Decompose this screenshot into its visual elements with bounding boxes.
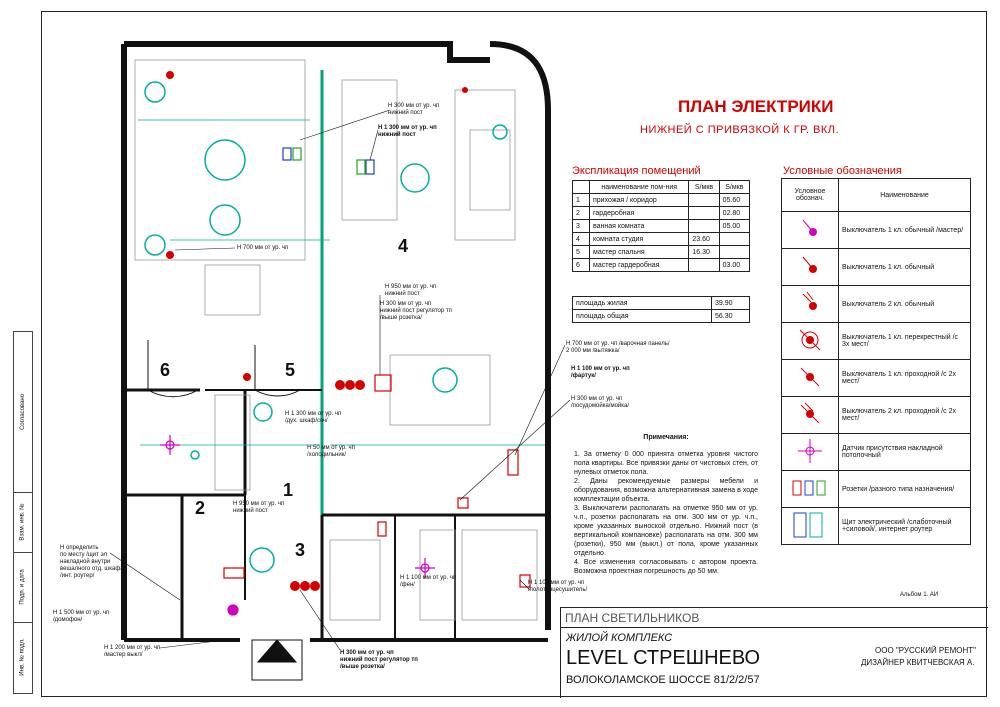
album-label: Альбом 1. АИ [900,592,939,598]
legend-row: Выключатель 2 кл. проходной /с 2х мест/ [782,397,971,434]
table-row: 2 гардеробная 02.80 [573,207,750,220]
table-row: 5 мастер спальня 16.30 [573,246,750,259]
room-number-2: 2 [195,498,206,518]
switch-2-icon [795,288,825,318]
room-number-1: 1 [283,480,294,500]
room-number-6: 6 [160,360,171,380]
plan-label: Н 950 мм от ур. чп нижний пост [385,284,437,297]
project-name: LEVEL СТРЕШНЕВО [566,647,761,669]
plan-label: Н 1 100 мм от ур. чп /полотенцесушитель/ [528,580,588,593]
sockets-icon [790,473,830,503]
plan-label: Н 950 мм от ур. чп нижний пост [233,501,285,514]
explication-table [572,180,750,272]
sidebar-inv-orig: Инв. № подл. [20,638,26,676]
legend-row: Розетки /разного типа назначения/ [782,471,971,508]
plan-label: Н 300 мм от ур. чп нижний пост регулятор тп /выше розетка/ [340,650,418,670]
legend-table [781,178,971,545]
plan-label: Н 1 300 мм от ур. чп нижний пост [378,125,437,138]
switch-cross-icon [795,325,825,355]
plan-label: Н 300 мм от ур. чп /посудомойка/мойка/ [571,396,630,409]
plan-label: Н 1 100 мм от ур. чп /фен/ [400,575,457,588]
legend-row: Щит электрический /слаботочный +силовой/, интернет роутер [782,508,971,545]
table-row: площадь общая 56.30 [573,310,750,323]
room-number-4: 4 [398,236,409,256]
legend-row: Выключатель 2 кл. обычный [782,286,971,323]
table-row: 3 ванная комната 05.00 [573,220,750,233]
panel-icon [790,510,830,540]
table-row: площадь жилая 39.90 [573,297,750,310]
page-title: ПЛАН ЭЛЕКТРИКИ [678,97,834,116]
note-item: 2. Даны рекомендуемые размеры мебели и оборудования, возможна альтернативная замена в ходе комплектации объекта. [574,478,758,503]
plan-label: Н 1 300 мм от ур. чп /дух. шкаф/свч/ [285,411,342,424]
table-header-row: наименование пом-ния S/мкв S/мкв [573,181,750,194]
legend-row: Выключатель 1 кл. проходной /с 2х мест/ [782,360,971,397]
plan-label: Н 700 мм от ур. чп [237,245,289,251]
room-number-5: 5 [285,360,296,380]
switch-1-master-icon [795,214,825,244]
legend-row: Выключатель 1 кл. обычный /мастер/ [782,212,971,249]
sidebar-sign-date: Подп. и дата [14,552,32,623]
switch-pass-2-icon [795,399,825,429]
note-item: 1. За отметку 0 000 принята отметка уровня чистого пола квартиры. Все привязки даны от чистовых стен, от нулевых отметок пола. [574,451,758,476]
legend-row: Выключатель 1 кл. перекрестный /с 3х мест/ [782,323,971,360]
notes-block [574,433,758,576]
plan-label: Н 1 200 мм от ур. чп /мастер выкл/ [104,645,161,658]
project-address: ВОЛОКОЛАМСКОЕ ШОССЕ 81/2/2/57 [566,674,760,686]
plan-label: Н 1 500 мм от ур. чп /домофон/ [53,610,110,623]
explication-title: Экспликация помещений [572,165,701,177]
switch-pass-1-icon [795,362,825,392]
notes-title: Примечания: [643,434,689,441]
plan-label: Н 700 мм от ур. чп /варочная панель/ 2 000 мм /вытяжка/ [566,341,670,354]
area-totals-table [572,296,750,323]
plan-label: Н 1 100 мм от ур. чп /фартук/ [571,366,630,379]
plan-label: Н определить по месту /щит эл накладной внутри вешалного отд. шкафа /инт. роутер/ [60,545,124,579]
table-header-row: Условное обознач. Наименование [782,179,971,212]
page-subtitle: НИЖНЕЙ С ПРИВЯЗКОЙ К ГР. ВКЛ. [640,124,840,136]
legend-row: Датчик присутствия накладной потолочный [782,434,971,471]
sidebar-inv-replace: Взам. инв. № [14,492,32,553]
table-row: 1 прихожая / коридор 05.60 [573,194,750,207]
complex-label: ЖИЛОЙ КОМПЛЕКС [566,632,673,644]
room-number-3: 3 [295,540,306,560]
legend-title: Условные обозначения [783,165,902,177]
table-row: 6 мастер гардеробная 03.00 [573,259,750,272]
sidebar-agreed: Согласовано [14,332,32,493]
sheet-name: ПЛАН СВЕТИЛЬНИКОВ [561,608,988,628]
plan-label: Н 300 мм от ур. чп нижний пост [388,103,440,116]
plan-label: Н 300 мм от ур. чп нижний пост регулятор тп /выше розетка/ [380,301,452,321]
company-name: ООО "РУССКИЙ РЕМОНТ" [875,646,976,655]
note-item: 4. Все изменения согласовывать с автором проекта. Возможна проектная погрешность до 50 мм. [574,559,758,575]
title-block [560,607,988,698]
switch-1-icon [795,251,825,281]
plan-label: Н 50 мм от ур. чп /холодильник/ [307,445,355,458]
table-row: 4 комната студия 23.60 [573,233,750,246]
note-item: 3. Выключатели располагать на отметке 950 мм от ур. ч.п., розетки располагать на отм. 300 мм от ур. ч.п., кроме указанных выноской отдельно. Нижний пост (в вертикальной компановке) располагать на отм. 300 мм (розетки), 950 мм (выкл.) от пола, кроме указанных отдельно. [574,505,758,557]
presence-sensor-icon [795,436,825,466]
designer-name: ДИЗАЙНЕР КВИТЧЕВСКАЯ А. [861,658,975,667]
legend-row: Выключатель 1 кл. обычный [782,249,971,286]
